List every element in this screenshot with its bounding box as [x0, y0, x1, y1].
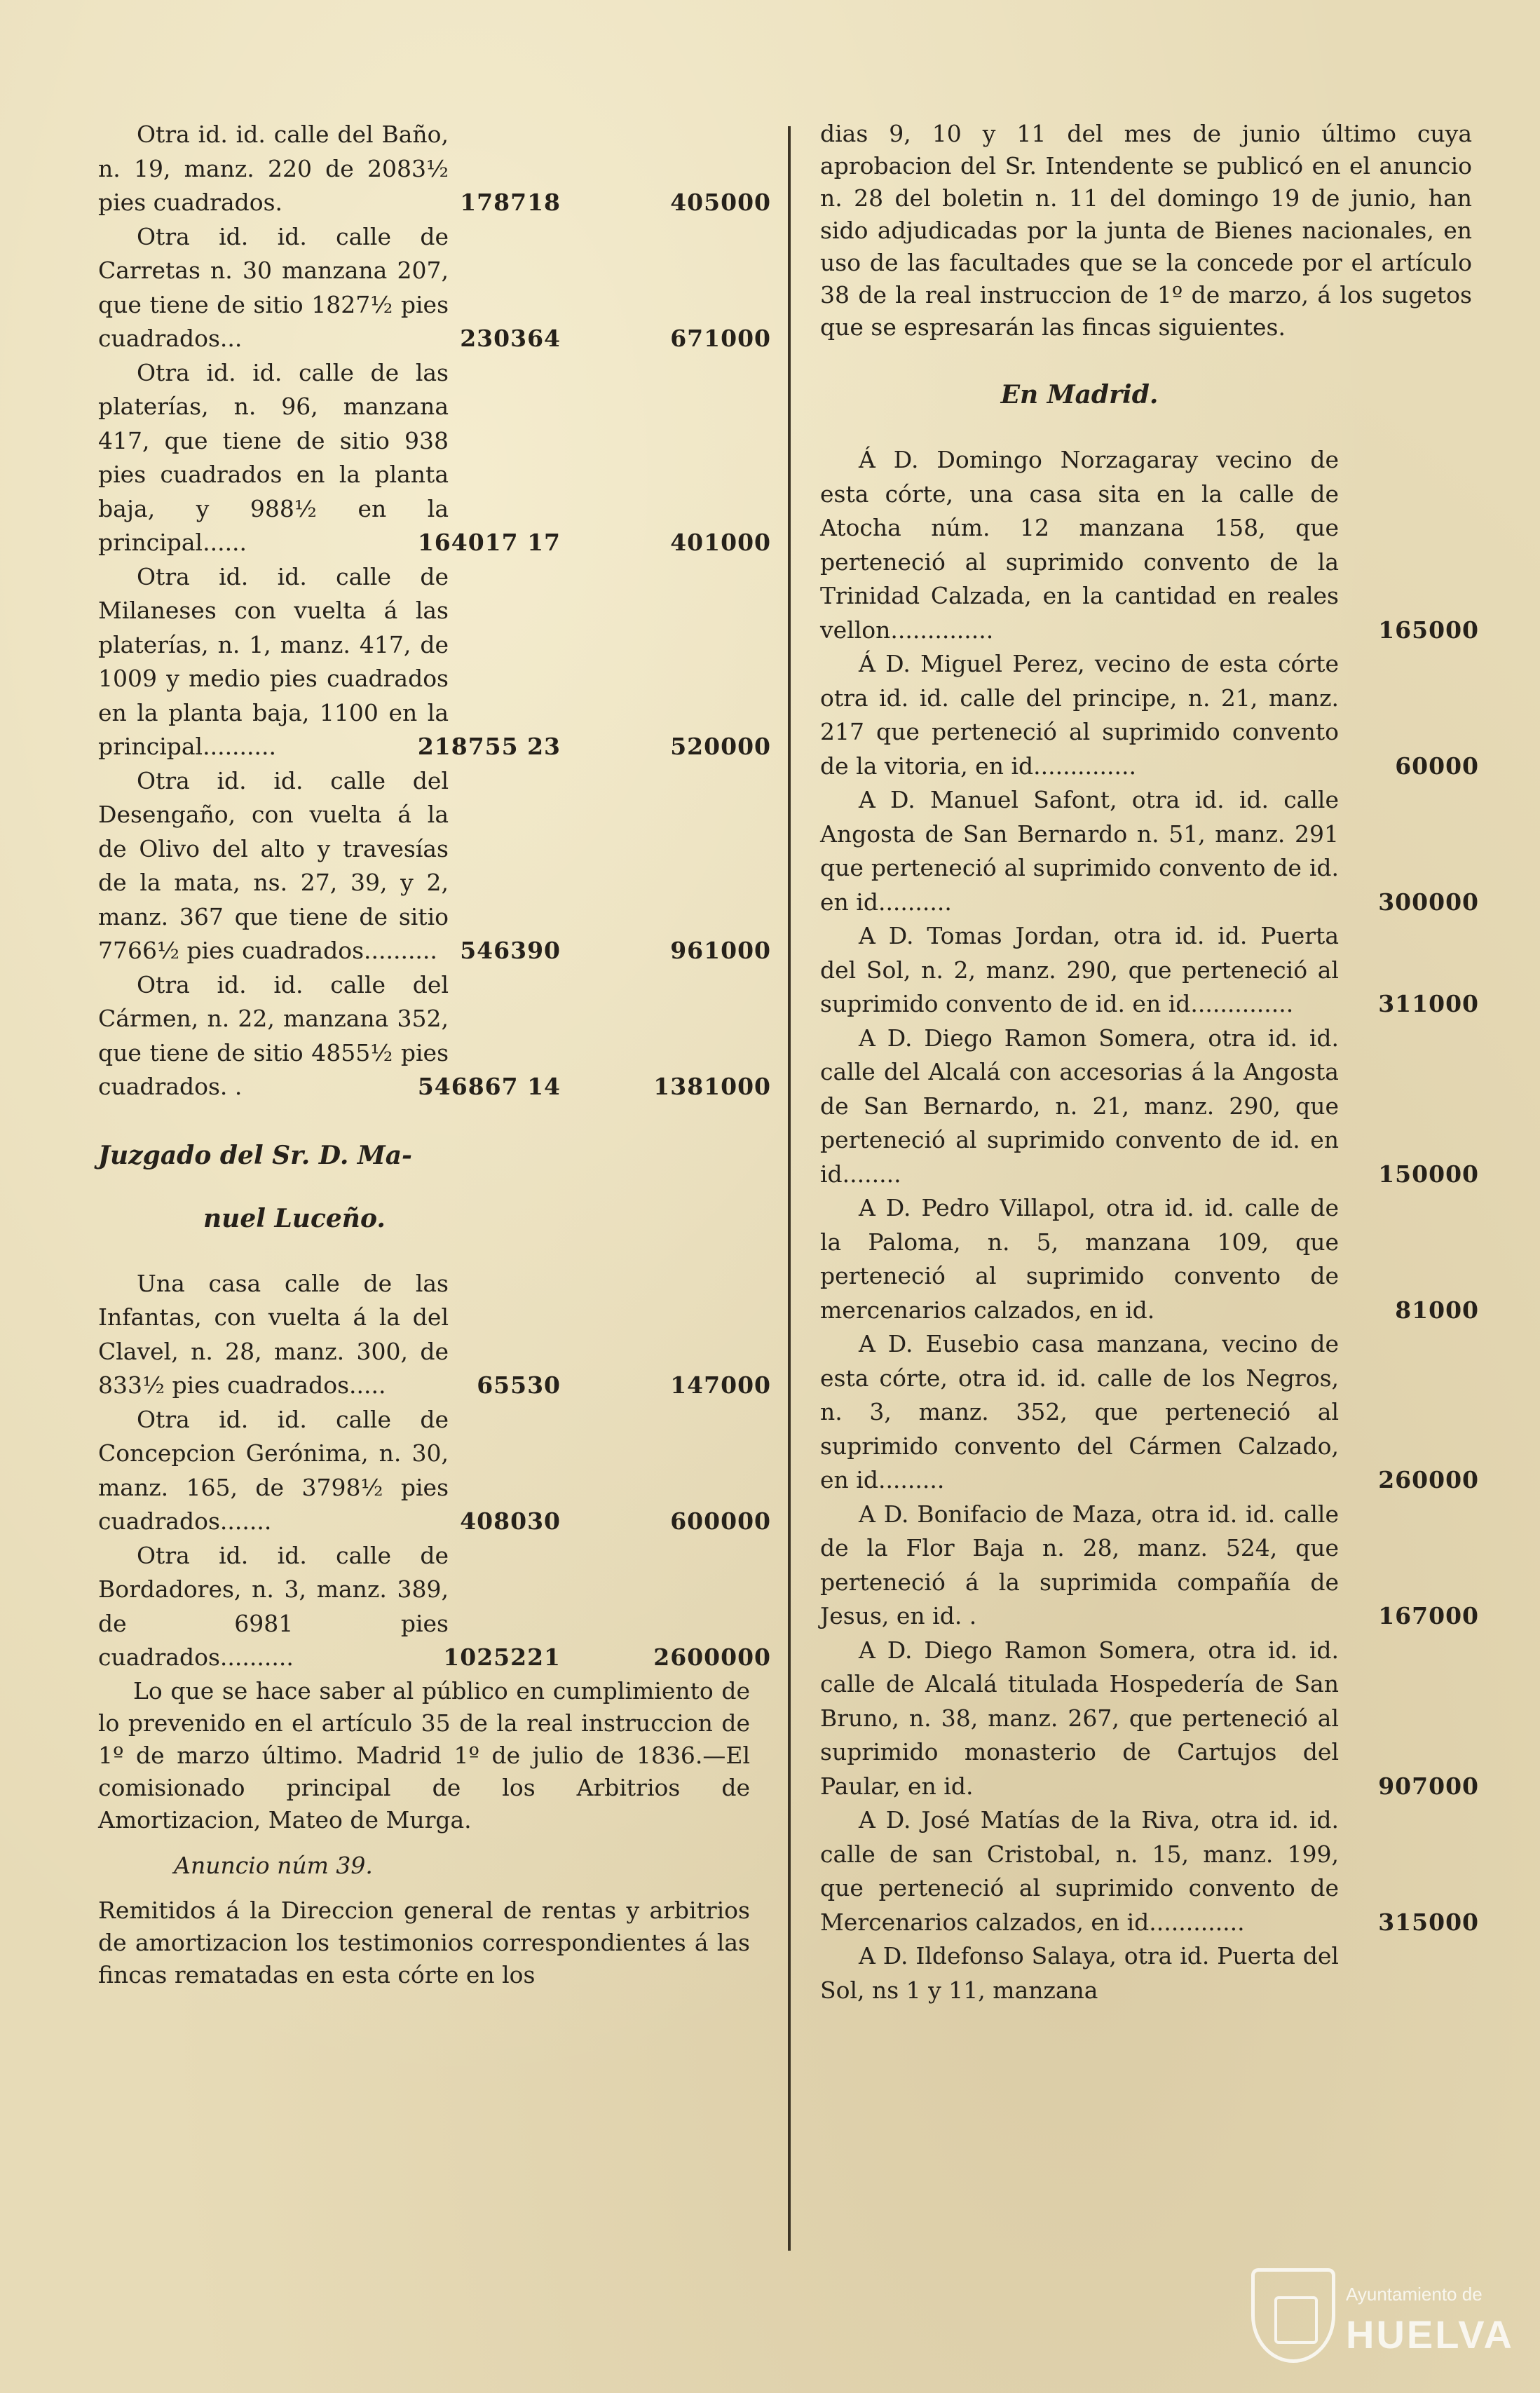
entry-description: Á D. Miguel Perez, vecino de esta córte otra id. id. calle del principe, n. 21, manz. 217 que perteneció al suprimido convento de la vitoria, en id..............	[820, 650, 1339, 780]
place-heading: En Madrid.	[1000, 380, 1159, 409]
entry-value-2: 401000	[670, 529, 771, 556]
right-entry-1	[820, 443, 1486, 647]
entry-value-1: 546867 14	[417, 1073, 561, 1100]
entry-value-1: 178718	[460, 189, 561, 216]
ayuntamiento-huelva-logo	[1251, 2268, 1532, 2377]
entry-value-1: 65530	[477, 1371, 561, 1399]
entry-value: 260000	[1378, 1466, 1479, 1493]
right-entry-5	[820, 1022, 1486, 1192]
entry-value-2: 520000	[670, 733, 771, 760]
entry-description: A D. Eusebio casa manzana, vecino de esta córte, otra id. id. calle de los Negros, n. 3, manz. 352, que perteneció al suprimido convento del Cármen Calzado, en id.........	[820, 1330, 1339, 1493]
entry-description: Otra id. id. calle de las platerías, n. 96, manzana 417, que tiene de sitio 938 pies cuadrados en la planta baja, y 988½ en la principal......	[98, 358, 449, 556]
right-entry-11	[820, 1939, 1486, 2007]
left-entry-2	[98, 220, 771, 356]
section-heading-line-1: Juzgado del Sr. D. Ma-	[98, 1140, 412, 1170]
entry-value: 300000	[1378, 888, 1479, 916]
left-entry-6	[98, 968, 771, 1104]
left-entry-4	[98, 560, 771, 764]
entry-description: A D. Bonifacio de Maza, otra id. id. calle de la Flor Baja n. 28, manz. 524, que perteneció á la suprimida compañía de Jesus, en id. .	[820, 1500, 1339, 1629]
entry-value-2: 405000	[670, 189, 771, 216]
left-entry-1	[98, 118, 771, 220]
entry-value: 311000	[1378, 990, 1479, 1017]
entry-value-2: 600000	[670, 1507, 771, 1535]
right-entry-4	[820, 919, 1486, 1022]
left-entry-8	[98, 1403, 771, 1539]
remitidos-paragraph: Remitidos á la Direccion general de rentas y arbitrios de amortizacion los testimonios correspondientes á las fincas rematadas en esta córte en los	[98, 1896, 750, 1988]
right-entry-6	[820, 1191, 1486, 1327]
entry-description: Otra id. id. calle del Cármen, n. 22, manzana 352, que tiene de sitio 4855½ pies cuadrados. .	[98, 970, 449, 1100]
right-entry-2	[820, 647, 1486, 783]
left-entry-7	[98, 1267, 771, 1403]
right-entry-7	[820, 1327, 1486, 1498]
entry-value-1: 230364	[460, 325, 561, 352]
closing-paragraph: Lo que se hace saber al público en cumplimiento de lo prevenido en el artículo 35 de la real instruccion de 1º de marzo último. Madrid 1º de julio de 1836.—El comisionado principal de los Arbitrios de Amortizacion, Mateo de Murga.	[98, 1676, 750, 1833]
entry-description: Otra id. id. calle de Bordadores, n. 3, manz. 389, de 6981 pies cuadrados..........	[98, 1541, 449, 1671]
entry-value: 907000	[1378, 1772, 1479, 1800]
entry-description: Otra id. id. calle de Milaneses con vuelta á las platerías, n. 1, manz. 417, de 1009 y medio pies cuadrados en la planta baja, 1100 en la principal..........	[98, 562, 449, 760]
intro-paragraph: dias 9, 10 y 11 del mes de junio último cuya aprobacion del Sr. Intendente se publicó en el anuncio n. 28 del boletin n. 11 del domingo 19 de junio, han sido adjudicadas por la junta de Bienes nacionales, en uso de las facultades que se la concede por el artículo 38 de la real instruccion de 1º de marzo, á los sugetos que se espresarán las fincas siguientes.	[820, 120, 1472, 341]
entry-description: A D. Manuel Safont, otra id. id. calle Angosta de San Bernardo n. 51, manz. 291 que perteneció al suprimido convento de id. en id..........	[820, 786, 1339, 916]
left-column	[98, 118, 771, 1991]
right-column	[820, 118, 1486, 2007]
entry-value-2: 147000	[670, 1371, 771, 1399]
entry-value-1: 408030	[460, 1507, 561, 1535]
right-entry-10	[820, 1803, 1486, 1939]
entry-value: 150000	[1378, 1160, 1479, 1188]
entry-value: 81000	[1395, 1296, 1479, 1324]
left-entry-3	[98, 356, 771, 560]
entry-value: 315000	[1378, 1908, 1479, 1936]
entry-description: A D. Tomas Jordan, otra id. id. Puerta del Sol, n. 2, manz. 290, que perteneció al suprimido convento de id. en id..............	[820, 922, 1339, 1017]
left-entry-9	[98, 1539, 771, 1675]
announcement-number: Anuncio núm 39.	[174, 1851, 373, 1879]
entry-description: A D. Pedro Villapol, otra id. id. calle de la Paloma, n. 5, manzana 109, que perteneció al suprimido convento de mercenarios calzados, en id.	[820, 1194, 1339, 1324]
entry-description: A D. Diego Ramon Somera, otra id. id. calle del Alcalá con accesorias á la Angosta de San Bernardo, n. 21, manz. 290, que perteneció al suprimido convento de id. en id........	[820, 1024, 1339, 1188]
right-entry-8	[820, 1498, 1486, 1634]
left-entry-5	[98, 764, 771, 968]
section-heading	[98, 1138, 449, 1236]
section-heading-line-2: nuel Luceño.	[203, 1203, 386, 1233]
entry-value-2: 2600000	[653, 1643, 771, 1671]
entry-value-1: 218755 23	[417, 733, 561, 760]
crest-icon	[1251, 2268, 1335, 2363]
right-entry-9	[820, 1634, 1486, 1804]
logo-big-text: HUELVA	[1346, 2312, 1514, 2357]
entry-description: Una casa calle de las Infantas, con vuelta á la del Clavel, n. 28, manz. 300, de 833½ pies cuadrados.....	[98, 1269, 449, 1399]
entry-value-1: 164017 17	[417, 529, 561, 556]
entry-description: Otra id. id. calle del Desengaño, con vuelta á la de Olivo del alto y travesías de la mata, ns. 27, 39, y 2, manz. 367 que tiene de sitio 7766½ pies cuadrados..........	[98, 766, 449, 964]
entry-value: 165000	[1378, 616, 1479, 644]
column-divider	[788, 126, 791, 2251]
entry-value-1: 1025221	[443, 1643, 561, 1671]
entry-description: A D. José Matías de la Riva, otra id. id. calle de san Cristobal, n. 15, manz. 199, que perteneció al suprimido convento de Mercenarios calzados, en id.............	[820, 1806, 1339, 1936]
entry-description: Otra id. id. calle de Carretas n. 30 manzana 207, que tiene de sitio 1827½ pies cuadrados...	[98, 222, 449, 352]
entry-value: 60000	[1395, 752, 1479, 780]
entry-value-2: 1381000	[653, 1073, 771, 1100]
logo-small-text: Ayuntamiento de	[1346, 2284, 1483, 2305]
entry-value-2: 961000	[670, 937, 771, 964]
entry-description: A D. Diego Ramon Somera, otra id. id. calle de Alcalá titulada Hospedería de San Bruno, n. 38, manz. 267, que perteneció al suprimido monasterio de Cartujos del Paular, en id.	[820, 1636, 1339, 1800]
entry-value-1: 546390	[460, 937, 561, 964]
entry-description: Otra id. id. calle del Baño, n. 19, manz. 220 de 2083½ pies cuadrados.	[98, 121, 449, 216]
right-entry-3	[820, 783, 1486, 919]
entry-description: Otra id. id. calle de Concepcion Gerónima, n. 30, manz. 165, de 3798½ pies cuadrados.......	[98, 1405, 449, 1535]
entry-value-2: 671000	[670, 325, 771, 352]
entry-description: Á D. Domingo Norzagaray vecino de esta córte, una casa sita en la calle de Atocha núm. 12 manzana 158, que perteneció al suprimido convento de la Trinidad Calzada, en la cantidad en reales vellon..............	[820, 446, 1339, 644]
entry-value: 167000	[1378, 1602, 1479, 1629]
entry-description: A D. Ildefonso Salaya, otra id. Puerta del Sol, ns 1 y 11, manzana	[820, 1942, 1339, 2004]
